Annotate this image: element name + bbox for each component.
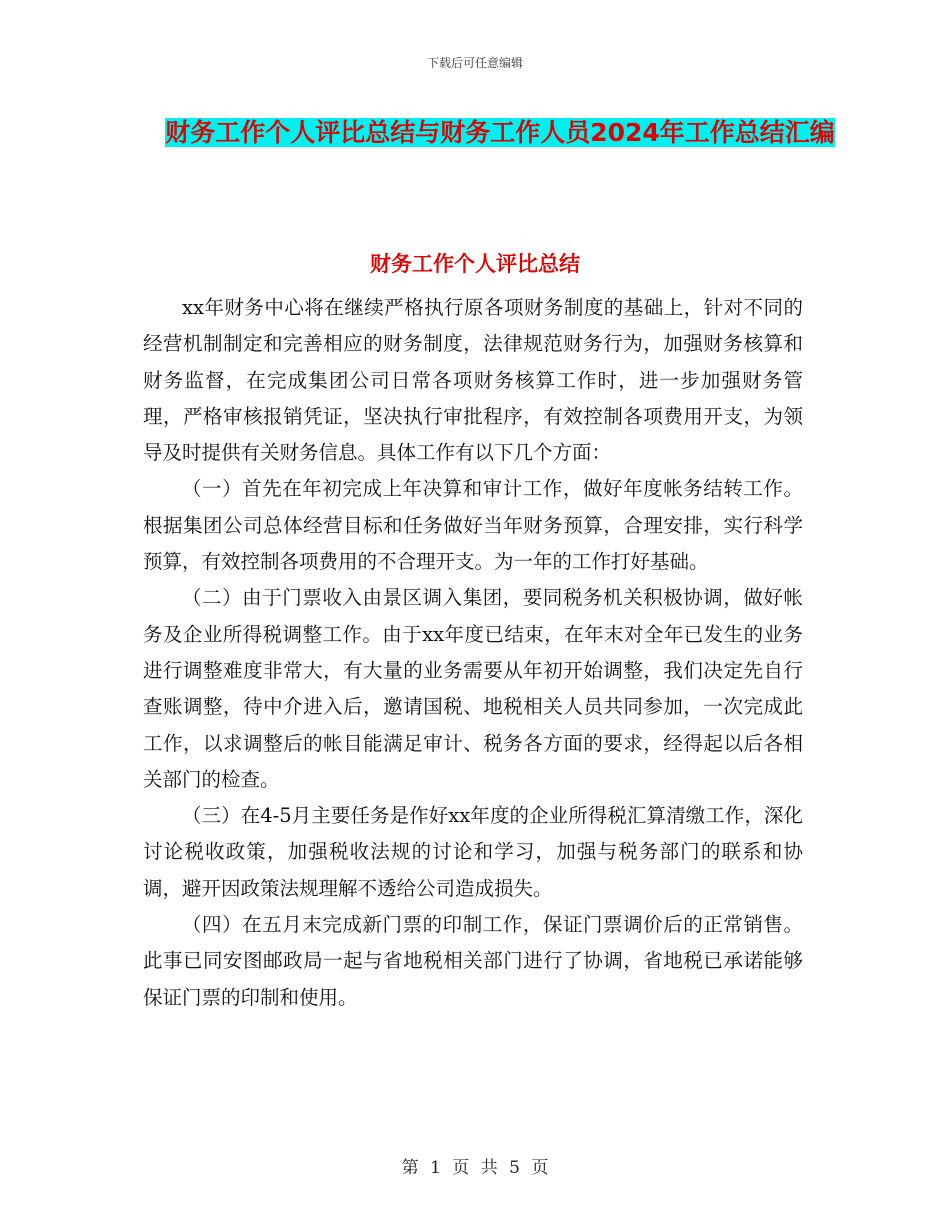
- document-title-text: 财务工作个人评比总结与财务工作人员2024年工作总结汇编: [165, 118, 835, 147]
- page-footer: 第 1 页 共 5 页: [401, 1158, 549, 1178]
- paragraph-item-2: （二）由于门票收入由景区调入集团，要同税务机关积极协调，做好帐务及企业所得税调整工作。由于xx年度已结束，在年末对全年已发生的业务进行调整难度非常大，有大量的业务需要从年初开始调整，我们决定先自行查账调整，待中介进入后，邀请国税、地税相关人员共同参加，一次完成此工作，以求调整后的帐目能满足审计、税务各方面的要求，经得起以后各相关部门的检查。: [143, 586, 803, 791]
- document-title: [150, 110, 850, 156]
- header-note: 下载后可任意编辑: [426, 56, 523, 70]
- paragraph-item-1: （一）首先在年初完成上年决算和审计工作，做好年度帐务结转工作。根据集团公司总体经营目标和任务做好当年财务预算，合理安排，实行科学预算，有效控制各项费用的不合理开支。为一年的工作打好基础。: [143, 477, 803, 574]
- paragraph-item-4: （四）在五月末完成新门票的印制工作，保证门票调价后的正常销售。此事已同安图邮政局一起与省地税相关部门进行了协调，省地税已承诺能够保证门票的印制和使用。: [143, 913, 803, 1009]
- paragraph-item-3: （三）在4-5月主要任务是作好xx年度的企业所得税汇算清缴工作，深化讨论税收政策，加强税收法规的讨论和学习，加强与税务部门的联系和协调，避开因政策法规理解不透给公司造成损失。: [143, 804, 803, 900]
- section-title: 财务工作个人评比总结: [370, 252, 580, 276]
- document-body: [143, 290, 803, 1016]
- paragraph-intro: xx年财务中心将在继续严格执行原各项财务制度的基础上，针对不同的经营机制制定和完善相应的财务制度，法律规范财务行为，加强财务核算和财务监督，在完成集团公司日常各项财务核算工作时，进一步加强财务管理，严格审核报销凭证，坚决执行审批程序，有效控制各项费用开支，为领导及时提供有关财务信息。具体工作有以下几个方面：: [143, 296, 803, 465]
